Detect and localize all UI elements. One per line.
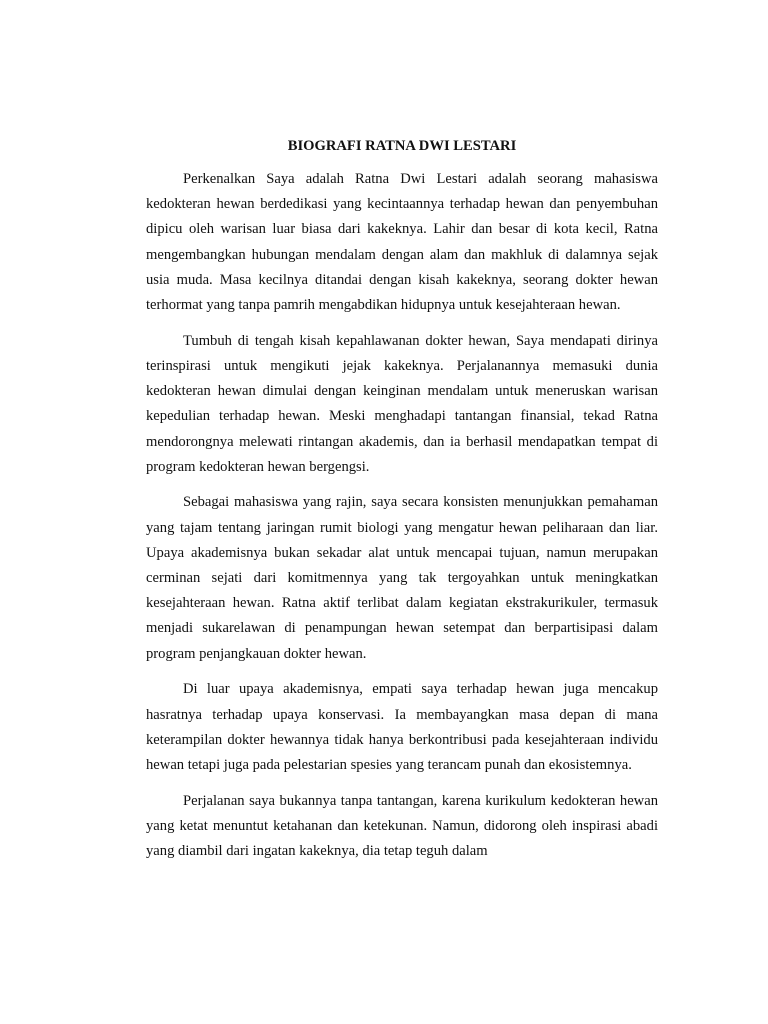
document-body: [146, 136, 658, 875]
document-title: BIOGRAFI RATNA DWI LESTARI: [287, 138, 517, 154]
paragraph-inspiration: Tumbuh di tengah kisah kepahlawanan dokter hewan, Saya mendapati dirinya terinspirasi untuk mengikuti jejak kakeknya. Perjalanannya memasuki dunia kedokteran hewan dimulai dengan keinginan mendalam untuk meneruskan warisan kepedulian terhadap hewan. Meski menghadapi tantangan finansial, tekad Ratna mendorongnya melewati rintangan akademis, dan ia berhasil mendapatkan tempat di program kedokteran hewan bergengsi.: [146, 332, 658, 475]
paragraph-challenges: Perjalanan saya bukannya tanpa tantangan, karena kurikulum kedokteran hewan yang ketat menuntut ketahanan dan ketekunan. Namun, didorong oleh inspirasi abadi yang diambil dari ingatan kakeknya, dia tetap teguh dalam: [146, 792, 658, 860]
paragraph-academics: Sebagai mahasiswa yang rajin, saya secara konsisten menunjukkan pemahaman yang tajam tentang jaringan rumit biologi yang mengatur hewan peliharaan dan liar. Upaya akademisnya bukan sekadar alat untuk mencapai tujuan, namun merupakan cerminan sejati dari komitmennya yang tak tergoyahkan untuk meningkatkan kesejahteraan hewan. Ratna aktif terlibat dalam kegiatan ekstrakurikuler, termasuk menjadi sukarelawan di penampungan hewan setempat dan berpartisipasi dalam program penjangkauan dokter hewan.: [146, 494, 658, 662]
paragraph-conservation: Di luar upaya akademisnya, empati saya terhadap hewan juga mencakup hasratnya terhadap upaya konservasi. Ia membayangkan masa depan di mana keterampilan dokter hewannya tidak hanya berkontribusi pada kesejahteraan individu hewan tetapi juga pada pelestarian spesies yang terancam punah dan ekosistemnya.: [146, 681, 658, 773]
paragraph-introduction: Perkenalkan Saya adalah Ratna Dwi Lestari adalah seorang mahasiswa kedokteran hewan berdedikasi yang kecintaannya terhadap hewan dan penyembuhan dipicu oleh warisan luar biasa dari kakeknya. Lahir dan besar di kota kecil, Ratna mengembangkan hubungan mendalam dengan alam dan makhluk di dalamnya sejak usia muda. Masa kecilnya ditandai dengan kisah kakeknya, seorang dokter hewan terhormat yang tanpa pamrih mengabdikan hidupnya untuk kesejahteraan hewan.: [146, 171, 658, 314]
